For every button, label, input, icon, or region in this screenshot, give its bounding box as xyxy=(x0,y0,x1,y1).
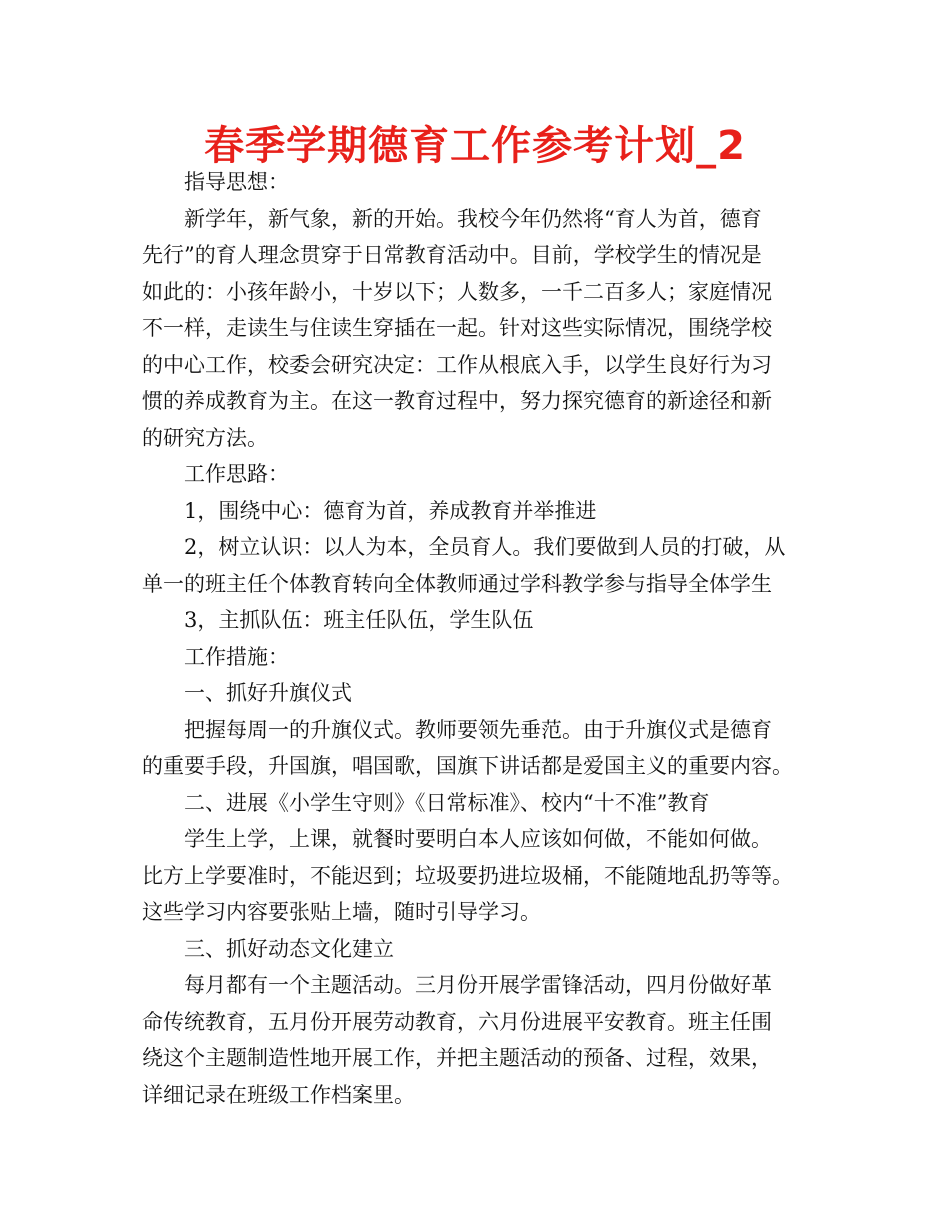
paragraph xyxy=(142,456,822,493)
paragraph xyxy=(142,675,822,712)
paragraph xyxy=(142,529,822,602)
paragraph-line: 的中心工作，校委会研究决定：工作从根底入手，以学生良好行为习 xyxy=(142,352,772,377)
paragraph xyxy=(142,785,822,822)
paragraph-line: 3，主抓队伍：班主任队伍，学生队伍 xyxy=(184,608,534,632)
paragraph-line: 命传统教育，五月份开展劳动教育，六月份进展平安教育。班主任围 xyxy=(142,1009,772,1034)
paragraph-line: 这些学习内容要张贴上墙，随时引导学习。 xyxy=(142,900,541,924)
paragraph-line: 学生上学，上课，就餐时要明白本人应该如何做，不能如何做。 xyxy=(184,827,772,851)
paragraph-line: 的研究方法。 xyxy=(142,425,268,450)
paragraph-line: 2，树立认识：以人为本，全员育人。我们要做到人员的打破，从 xyxy=(184,535,786,559)
paragraph-line: 绕这个主题制造性地开展工作，并把主题活动的预备、过程，效果， xyxy=(142,1046,772,1070)
paragraph-line: 先行”的育人理念贯穿于日常教育活动中。目前，学校学生的情况是 xyxy=(142,243,762,267)
paragraph xyxy=(142,493,822,530)
document-title: 春季学期德育工作参考计划_2 xyxy=(204,123,746,169)
paragraph-line: 指导思想： xyxy=(184,170,289,194)
paragraph xyxy=(142,967,822,1113)
paragraph-line: 1，围绕中心：德育为首，养成教育并举推进 xyxy=(184,498,597,523)
paragraph-line: 工作措施： xyxy=(184,644,289,669)
paragraph-line: 详细记录在班级工作档案里。 xyxy=(142,1082,415,1107)
paragraph xyxy=(142,164,822,201)
paragraph-line: 新学年，新气象，新的开始。我校今年仍然将“育人为首，德育 xyxy=(184,206,762,231)
paragraph-line: 单一的班主任个体教育转向全体教师通过学科教学参与指导全体学生 xyxy=(142,571,772,596)
paragraph-line: 每月都有一个主题活动。三月份开展学雷锋活动，四月份做好革 xyxy=(184,973,772,997)
paragraph xyxy=(142,201,822,457)
paragraph xyxy=(142,639,822,676)
paragraph-line: 的重要手段，升国旗，唱国歌，国旗下讲话都是爱国主义的重要内容。 xyxy=(142,754,793,778)
document-body xyxy=(142,164,822,1113)
paragraph-line: 比方上学要准时，不能迟到；垃圾要扔进垃圾桶，不能随地乱扔等等。 xyxy=(142,863,793,888)
paragraph-line: 把握每周一的升旗仪式。教师要领先垂范。由于升旗仪式是德育 xyxy=(184,717,772,742)
paragraph xyxy=(142,931,822,968)
paragraph xyxy=(142,602,822,639)
paragraph-line: 工作思路： xyxy=(184,462,289,486)
paragraph-line: 三、抓好动态文化建立 xyxy=(184,936,394,961)
paragraph-line: 惯的养成教育为主。在这一教育过程中，努力探究德育的新途径和新 xyxy=(142,389,772,413)
paragraph xyxy=(142,821,822,931)
paragraph-line: 一、抓好升旗仪式 xyxy=(184,681,352,705)
paragraph-line: 如此的：小孩年龄小，十岁以下；人数多，一千二百多人；家庭情况 xyxy=(142,279,772,304)
paragraph-line: 二、进展《小学生守则》《日常标准》、校内“十不准”教育 xyxy=(184,790,710,815)
paragraph xyxy=(142,712,822,785)
paragraph-line: 不一样，走读生与住读生穿插在一起。针对这些实际情况，围绕学校 xyxy=(142,316,772,340)
